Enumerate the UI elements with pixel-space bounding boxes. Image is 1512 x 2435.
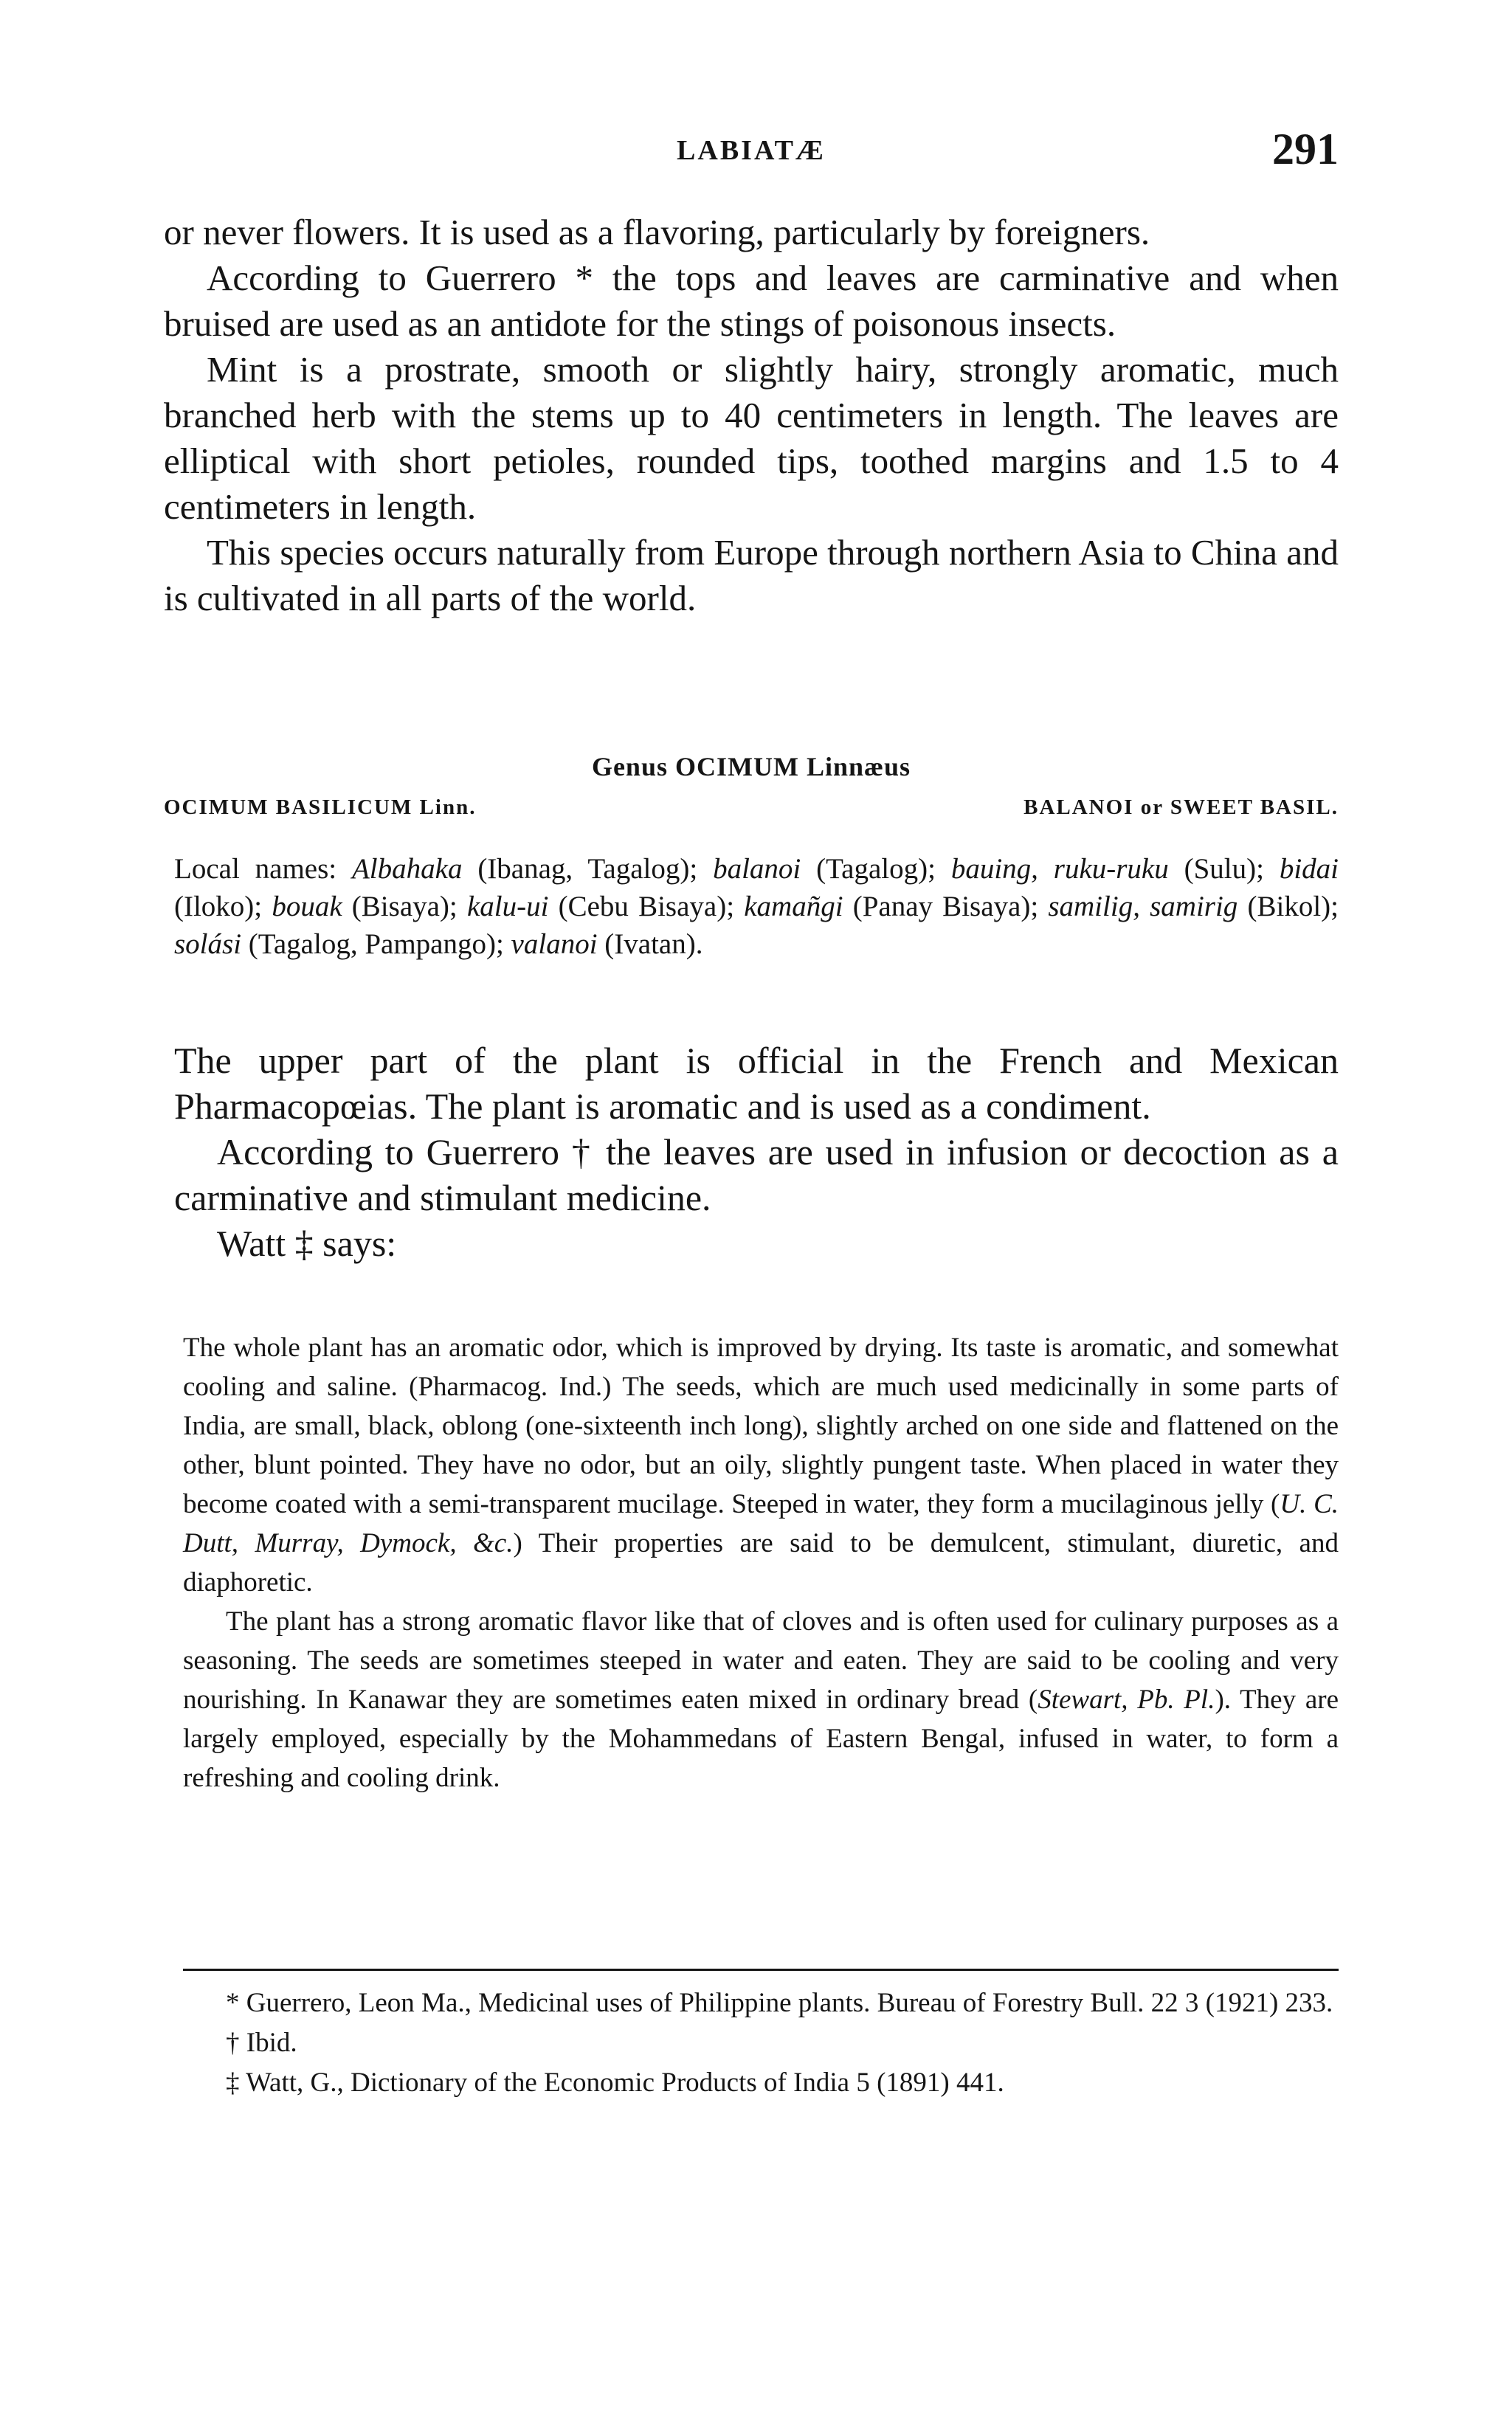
text-run: ) Their properties are said to be demulcent, stimulant, diuretic, and diaphoretic. [183,1528,1339,1598]
paragraph-pharmacopoeias: The upper part of the plant is official in the French and Mexican Pharmacopœias. The plant is aromatic and is used as a condiment. [174,1040,1339,1127]
paragraph-guerrero-mint: According to Guerrero * the tops and leaves are carminative and when bruised are used as an antidote for the stings of poisonous insects. [164,258,1339,344]
paragraph-mint-description: Mint is a prostrate, smooth or slightly hairy, strongly aromatic, much branched herb with the stems up to 40 centimeters in length. The leaves are elliptical with short petioles, rounded tips, toothed margins and 1.5 to 4 centimeters in length. [164,349,1339,527]
text-run: (Iloko); [174,891,272,922]
footnotes [183,1983,1339,2103]
species-scientific-name: OCIMUM BASILICUM Linn. [164,795,477,819]
footnote: † Ibid. [226,2028,297,2058]
basil-text-block [174,1037,1339,1266]
italic-run: valanoi [511,928,598,960]
footnote: * Guerrero, Leon Ma., Medicinal uses of Philippine plants. Bureau of Forestry Bull. 22 3 (1921) 233. [226,1988,1333,2018]
italic-run: solási [174,928,242,960]
paragraph-guerrero-basil: According to Guerrero † the leaves are used in infusion or decoction as a carminative and stimulant medicine. [174,1131,1339,1218]
page-number: 291 [1272,125,1339,173]
text-run: (Panay Bisaya); [843,891,1049,922]
italic-run: balanoi [713,853,801,885]
paragraph-watt-says: Watt ‡ says: [217,1223,397,1264]
italic-run: U. C. Dutt, Murray, Dymock, &c. [183,1489,1339,1558]
species-line [164,795,1339,832]
text-run: (Tagalog, Pampango); [241,928,511,960]
italic-run: bauing, ruku-ruku [950,853,1169,885]
italic-run: Stewart, Pb. Pl. [1038,1685,1215,1715]
italic-run: bidai [1279,853,1339,885]
text-run: (Bisaya); [342,891,467,922]
text-run: (Sulu); [1168,853,1280,885]
italic-run: kamañgi [744,891,843,922]
italic-run: bouak [272,891,342,922]
quote-paragraph [183,1328,1339,1602]
top-text-block [164,210,1339,621]
text-run: (Cebu Bisaya); [548,891,745,922]
text-run: ). They are largely employed, especially by the Mohammedans of Eastern Bengal, infused in water, to form a refreshing and cooling drink. [183,1685,1339,1793]
italic-run: samilig, samirig [1048,891,1238,922]
running-head: LABIATÆ [677,135,826,166]
text-run: (Ibanag, Tagalog); [462,853,714,885]
footnote: ‡ Watt, G., Dictionary of the Economic Products of India 5 (1891) 441. [226,2068,1004,2098]
local-names-label: Local names: [174,853,352,885]
text-run: The whole plant has an aromatic odor, which is improved by drying. Its taste is aromatic, and somewhat cooling and saline. (Pharmacog. Ind.) The seeds, which are much used medicinally in some parts of India, are small, black, oblong (one-sixteenth inch long), slightly arched on one side and flattened on the other, blunt pointed. They have no odor, but an oily, slightly pungent taste. When placed in water they become coated with a semi-transparent mucilage. Steeped in water, they form a mucilaginous jelly ( [183,1333,1339,1519]
local-names [174,850,1339,963]
text-run: (Tagalog); [801,853,951,885]
paragraph-mint-distribution: This species occurs naturally from Europe through northern Asia to China and is cultivated in all parts of the world. [164,532,1339,618]
species-common-name: BALANOI or SWEET BASIL. [1023,795,1339,819]
quote-paragraph [183,1602,1339,1797]
text-run: The plant has a strong aromatic flavor like that of cloves and is often used for culinary purposes as a seasoning. The seeds are sometimes steeped in water and eaten. They are said to be cooling and very nourishing. In Kanawar they are sometimes eaten mixed in ordinary bread ( [183,1606,1339,1715]
text-run: (Bikol); [1237,891,1339,922]
italic-run: kalu-ui [466,891,549,922]
genus-heading: Genus OCIMUM Linnæus [591,752,911,781]
paragraph-continuation: or never flowers. It is used as a flavoring, particularly by foreigners. [164,212,1150,252]
watt-quotation [183,1328,1339,1797]
footnote-rule [183,1969,1339,1971]
italic-run: Albahaka [351,853,463,885]
page-header [164,124,1339,183]
text-run: (Ivatan). [597,928,703,960]
